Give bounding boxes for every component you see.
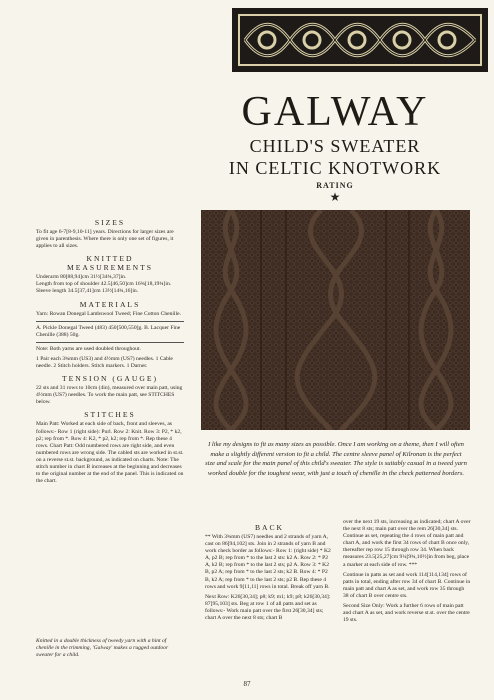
back-text-2: Next Row: K26[30,34]; p8; k9; m1; k9; p8; k26[30,34]: 87[95,103] sts. Beg at row 1 of all patts and set as follows:- Work main patt over the first 26[30,34] sts; chart A over the next 8 sts; chart B	[205, 593, 331, 622]
back-continued-2: Continue in patts as set and work 114[114,134] rows of patts in total, ending after row 34 of chart B. Continue in main patt and chart A as set, and work row 35 through 38 of chart B over centre sts.	[343, 571, 471, 599]
left-column	[36, 214, 184, 488]
back-heading: BACK	[254, 523, 285, 532]
tension-text: 22 sts and 31 rows to 10cm (4in), measured over main patt, using 4½mm (US7) needles. To work the main patt, see STITCHES below.	[36, 385, 183, 406]
sweater-photo	[201, 210, 470, 430]
measurement-underarm: Underarm 80[88,94]cm 31½[34¾,37]in.	[36, 274, 127, 281]
measurements-heading-line-2: MEASUREMENTS	[66, 263, 154, 273]
pattern-subtitle	[205, 135, 465, 179]
rating-star-icon: ★	[329, 190, 341, 204]
subtitle-line-1: CHILD'S SWEATER	[249, 136, 421, 156]
rating-label: RATING	[316, 181, 354, 190]
divider	[36, 321, 184, 322]
right-column	[343, 519, 471, 627]
middle-column	[205, 519, 334, 625]
divider	[36, 342, 184, 343]
page-number: 87	[243, 680, 251, 688]
materials-text: Yarn: Rowan Donegal Lambswool Tweed; Fine Cotton Chenille.	[36, 310, 181, 317]
tension-heading: TENSION (GAUGE)	[61, 374, 158, 384]
needles-text: 1 Pair each 3¾mm (US3) and 4½mm (US7) needles. 1 Cable needle. 2 Stitch holders. Stitch markers. 1 Darner.	[36, 355, 173, 370]
measurement-sleeve: Sleeve length 34.5[37,41]cm 13½[14¾,16]in.	[36, 288, 139, 295]
intro-text: I like my designs to fit as many sizes as possible. Once I am working on a theme, then I will often make a slightly different version to fit a child. The centre sleeve panel of Kilronan is the perfect size and scale for the main panel of this child's sweater. The style is suitably casual in a tweed yarn worked double for the toughest wear, with just a touch of chenille in the check patterned borders.	[205, 441, 467, 477]
subtitle-line-2: IN CELTIC KNOTWORK	[228, 158, 442, 178]
measurement-length: Length from top of shoulder 42.5[46,50]cm 16¾[18,19¾]in.	[36, 281, 172, 288]
second-size-note: Second Size Only: Work a further 6 rows of main patt and chart A as set, and work reverse st.st. over the centre 19 sts.	[343, 603, 470, 624]
sizes-text: To fit age 6-7[8-9,10-11] years. Directions for larger sizes are given in parenthesis. Where there is only one set of figures, it applies to all sizes.	[36, 229, 174, 250]
photo-caption: Knitted in a double thickness of tweedy yarn with a hint of chenille in the trimming, 'Galway' makes a rugged outdoor sweater for a child.	[36, 638, 169, 658]
measurements-heading	[36, 254, 184, 272]
back-text-1: ** With 3¾mm (US7) needles and 2 strands of yarn A, cast on 86[94,102] sts. Join in 2 strands of yarn B and work check border as follows:- Row 1: (right side) * K2 A, p2 B; rep from * to the last 2 sts: k2 A. Row 2: * P2 A, k2 B; rep from * to the last 2 sts; p2 A. Row 3: * K2 B, p2 A; rep from * to the last 2 sts; k2 B. Row 4: * P2 B, k2 A; rep from * to the last 2 sts; p2 B. Rep these 4 rows and work 9[11,11] rows in total. Break off yarn B.	[205, 534, 331, 590]
materials-heading: MATERIALS	[79, 299, 141, 309]
pattern-title: GALWAY	[241, 89, 429, 135]
sizes-heading: SIZES	[94, 218, 126, 227]
stitches-text: Main Patt: Worked at each side of back, front and sleeves, as follows:- Row 1 (right side): Purl. Row 2: Knit. Row 3: P2, * k2, p2; rep from *. Row 4: K2, * p2, k2; rep from *. Rep these 4 rows. Chart Patt: Odd numbered rows are right side, and even numbered rows are wrong side. The cabled sts are worked in st.st. on a reverse st.st. background, as indicated on charts. Note: The stitch number in chart B increases at the beginning and decreases to the original number at the end of the panel. This is indicated on the chart.	[36, 421, 184, 485]
materials-ab: A. Pickle Donegal Tweed (483) 450[500,550]g. B. Lacquer Fine Chenille (388) 50g.	[36, 324, 181, 338]
back-continued-1: over the next 19 sts, increasing as indicated; chart A over the next 8 sts; main patt over the rem 26[30,34] sts. Continue as set, repeating the 4 rows of main patt and chart A, and work the first 34 rows of chart B once only, thereafter rep row 15 through row 34. When back measures 23.5[25,27]cm 9¼[9¾,10½]in from beg, place a marker at each side of row. ***	[343, 519, 471, 568]
measurements-heading-line-1: KNITTED	[86, 254, 134, 264]
celtic-knot-emblem	[232, 8, 488, 72]
stitches-heading: STITCHES	[84, 410, 136, 420]
materials-note: Note: Both yarns are used doubled throughout.	[36, 345, 141, 352]
